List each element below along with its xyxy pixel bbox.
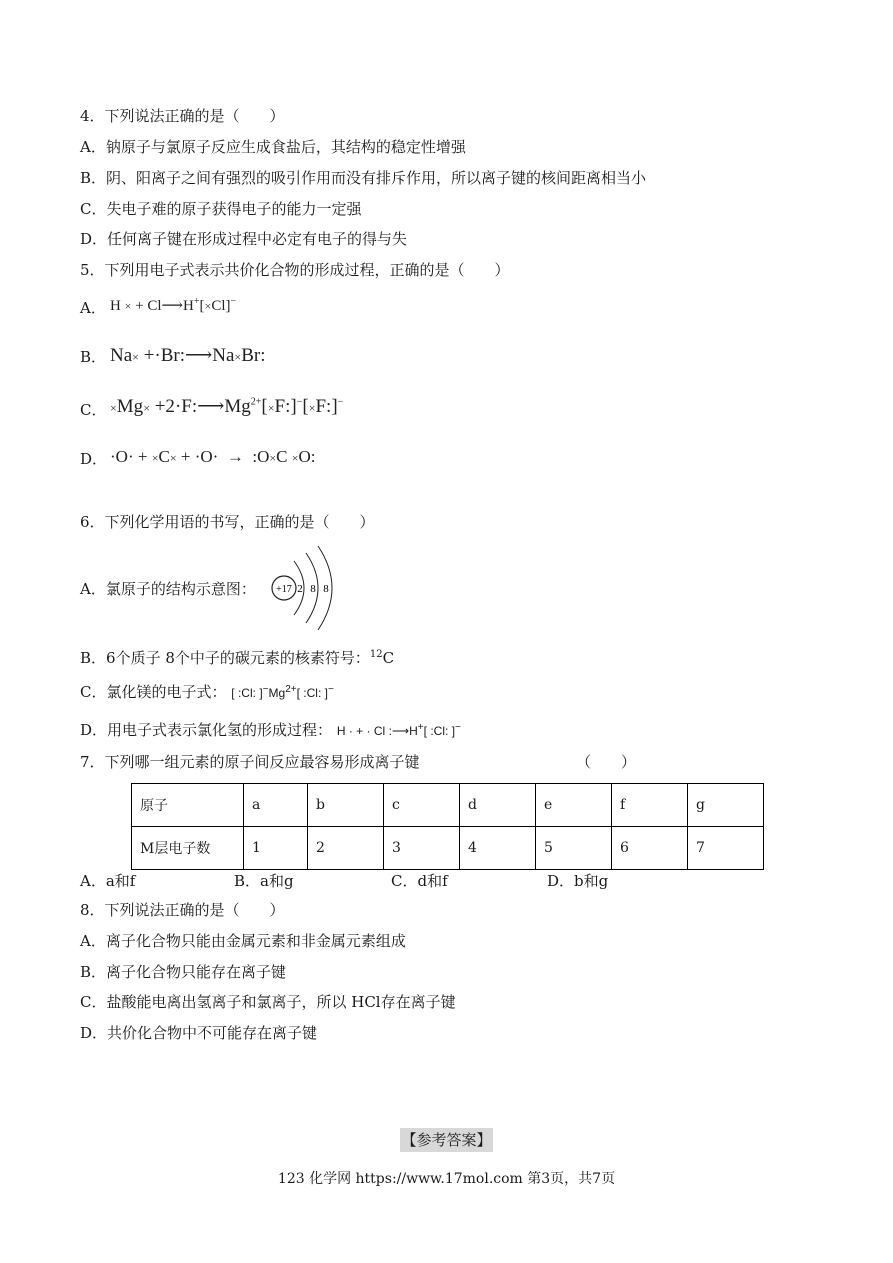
table-cell: a (244, 784, 308, 827)
table-cell: M层电子数 (132, 827, 244, 870)
q5-label-b: B． (80, 348, 107, 366)
q7-option-c: C．d和f (391, 872, 448, 890)
q6-option-d: D．用电子式表示氯化氢的形成过程： H · + · Cl :⟶H+[ :Cl: ]− (80, 721, 461, 739)
q5-formula-b: Na× +·Br:⟶Na×Br: (110, 345, 266, 366)
q4-stem: 4．下列说法正确的是（ ） (80, 107, 285, 125)
table-row (132, 827, 764, 870)
answer-section-title: 【参考答案】 (400, 1128, 493, 1152)
table-cell: 1 (244, 827, 308, 870)
q5-formula-d: ·O· + ×C× + ·O· → :O×C ×O: (110, 447, 316, 466)
table-cell: f (612, 784, 688, 827)
q4-option-d: D．任何离子键在形成过程中必定有电子的得与失 (80, 230, 408, 248)
q5-label-a: A． (80, 299, 106, 317)
table-cell: e (536, 784, 612, 827)
q4-option-b: B．阴、阳离子之间有强烈的吸引作用而没有排斥作用，所以离子键的核间距离相当小 (80, 169, 647, 187)
table-cell: d (460, 784, 536, 827)
table-cell: 7 (688, 827, 764, 870)
q5-formula-c: $\times Mg\times +2\cdot F:⟶Mg^{2+}[\times F:]^-[\times F:]^-$ (110, 396, 344, 417)
q7-option-a: A．a和f (80, 872, 136, 890)
q7-option-d: D．b和g (547, 872, 609, 890)
q8-option-b: B．离子化合物只能存在离子键 (80, 963, 287, 981)
q8-option-c: C．盐酸能电离出氢离子和氯离子，所以 HCl存在离子键 (80, 993, 456, 1011)
q8-stem: 8．下列说法正确的是（ ） (80, 901, 285, 919)
table-cell: c (384, 784, 460, 827)
shell-2-electrons: 8 (310, 583, 316, 595)
shell-1-electrons: 2 (297, 583, 303, 595)
atom-structure-diagram (266, 543, 336, 633)
table-cell: 4 (460, 827, 536, 870)
table-cell: g (688, 784, 764, 827)
q8-option-d: D．共价化合物中不可能存在离子键 (80, 1024, 318, 1042)
q7-answer-paren: （ ） (576, 753, 637, 771)
mgcl2-electron-formula: [ :Cl: ]$^-Mg^{2+}$[ :Cl: ]− (231, 684, 334, 700)
table-cell: 3 (384, 827, 460, 870)
table-cell: b (308, 784, 384, 827)
q6-option-b: B．6个质子 8个中子的碳元素的核素符号：$^{12}$C (80, 649, 395, 667)
q5-stem: 5．下列用电子式表示共价化合物的形成过程，正确的是（ ） (80, 261, 510, 279)
q5-label-d: D． (80, 450, 108, 468)
hcl-formation-formula: H · + · Cl :⟶H+[ :Cl: ]− (336, 722, 461, 738)
q8-option-a: A．离子化合物只能由金属元素和非金属元素组成 (80, 932, 406, 950)
q4-option-c: C．失电子难的原子获得电子的能力一定强 (80, 200, 362, 218)
q7-stem: 7．下列哪一组元素的原子间反应最容易形成离子键 (80, 753, 420, 771)
table-cell: 6 (612, 827, 688, 870)
q5-formula-a: H × + Cl⟶H+[×Cl]− (110, 296, 237, 314)
table-row (132, 784, 764, 827)
table-cell: 原子 (132, 784, 244, 827)
q4-option-a: A．钠原子与氯原子反应生成食盐后，其结构的稳定性增强 (80, 138, 466, 156)
table-cell: 2 (308, 827, 384, 870)
q6-option-a: A．氯原子的结构示意图： (80, 580, 256, 598)
q6-option-c: C．氯化镁的电子式： [ :Cl: ]$^-Mg^{2+}$[ :Cl: ]− (80, 683, 334, 701)
q7-option-b: B．a和g (234, 872, 294, 890)
electron-table (131, 783, 764, 870)
page-footer: 123 化学网 https://www.17mol.com 第3页，共7页 (277, 1171, 616, 1187)
table-cell: 5 (536, 827, 612, 870)
q6-stem: 6．下列化学用语的书写，正确的是（ ） (80, 513, 375, 531)
shell-3-electrons: 8 (323, 583, 329, 595)
nucleus-charge: +17 (276, 584, 292, 595)
q5-label-c: C． (80, 401, 107, 419)
